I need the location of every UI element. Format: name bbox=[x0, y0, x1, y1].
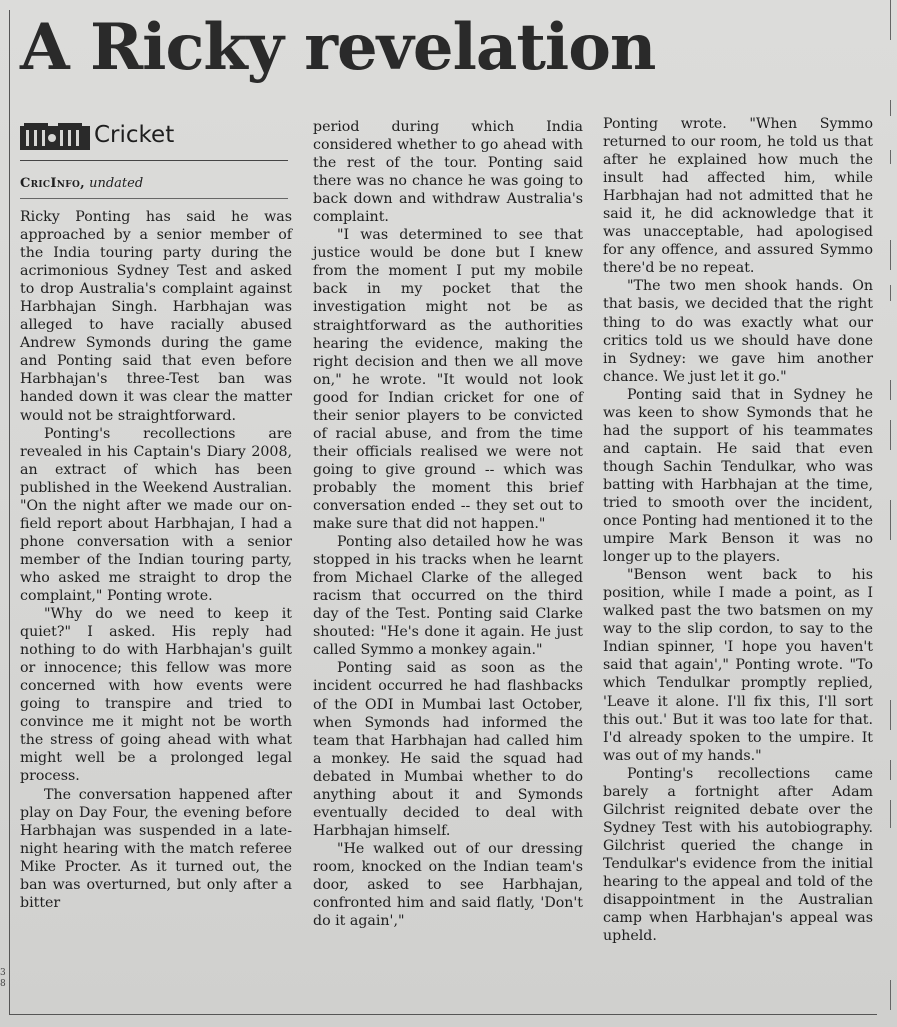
paragraph: Ponting's recollections came barely a fortnight after Adam Gilchrist reignited debate over the Sydney Test with his autobiography. Gilchrist queried the change in Tendulkar's evidence from the initial hearing to the appeal and told of the disappointment in the Australian camp when Harbhajan's appeal was upheld. bbox=[603, 765, 873, 945]
paragraph: Ponting wrote. "When Symmo returned to our room, he told us that after he explained how much the insult had affected him, while Harbhajan had not admitted that he said it, he did acknowledge that it was unacceptable, had apologised for any offence, and assured Symmo there'd be no repeat. bbox=[603, 116, 873, 277]
paragraph: Ricky Ponting has said he was approached by a senior member of the India touring party during the acrimonious Sydney Test and asked to drop Australia's complaint against Harbhajan Singh. Harbhajan was alleged to have racially abused Andrew Symonds during the game and Ponting said that even before Harbhajan's three-Test ban was handed down it was clear the matter would not be straightforward. bbox=[20, 209, 292, 424]
cricket-logo-icon bbox=[20, 122, 92, 150]
byline-date: undated bbox=[89, 176, 144, 191]
paragraph: Ponting said as soon as the incident occurred he had flashbacks of the ODI in Mumbai last October, when Symonds had informed the team that Harbhajan had called him a monkey. He said the squad had debated in Mumbai whether to do anything about it and Symonds eventually decided to deal with Harbhajan himself. bbox=[313, 660, 583, 839]
article-column-1 bbox=[20, 208, 292, 912]
article-column-2 bbox=[313, 118, 583, 930]
byline bbox=[20, 176, 288, 199]
margin-page-number: 3 8 bbox=[0, 968, 6, 989]
paragraph: The conversation happened after play on Day Four, the evening before Harbhajan was suspended in a late-night hearing with the match referee Mike Procter. As it turned out, the ban was overturned, but only after a bitter bbox=[20, 786, 292, 911]
byline-source: CricInfo, bbox=[20, 176, 85, 191]
headline: A Ricky revelation bbox=[20, 10, 656, 85]
paragraph: Ponting also detailed how he was stopped in his tracks when he learnt from Michael Clarke of the alleged racism that occurred on the third day of the Test. Ponting said Clarke shouted: "He's done it again. He just called Symmo a monkey again." bbox=[313, 534, 583, 659]
section-header bbox=[20, 116, 288, 161]
paragraph: "He walked out of our dressing room, knocked on the Indian team's door, asked to see Harbhajan, confronted him and said flatly, 'Don't do it again'," bbox=[313, 840, 583, 930]
right-edge-marks bbox=[879, 0, 895, 1027]
article-column-3 bbox=[603, 115, 873, 945]
paragraph: Ponting's recollections are revealed in his Captain's Diary 2008, an extract of which has been published in the Weekend Australian. "On the night after we made our on-field report about Harbhajan, I had a phone conversation with a senior member of the Indian touring party, who asked me straight to drop the complaint," Ponting wrote. bbox=[20, 425, 292, 604]
paragraph: "The two men shook hands. On that basis, we decided that the right thing to do was exactly what our critics told us we should have done in Sydney: we gave him another chance. We just let it go." bbox=[603, 278, 873, 385]
paragraph: "I was determined to see that justice would be done but I knew from the moment I put my mobile back in my pocket that the investigation might not be as straightforward as the authorities hearing the evidence, making the right decision and then we all move on," he wrote. "It would not look good for Indian cricket for one of their senior players to be convicted of racial abuse, and from the time their officials realised we were not going to give ground -- which was probably the moment this brief conversation ended -- they set out to make sure that did not happen." bbox=[313, 227, 583, 533]
paragraph: "Benson went back to his position, while I made a point, as I walked past the two batsmen on my way to the slip cordon, to say to the Indian spinner, 'I hope you haven't said that again'," Ponting wrote. "To which Tendulkar promptly replied, 'Leave it alone. I'll fix this, I'll sort this out.' But it was too late for that. I'd already spoken to the umpire. It was out of my hands." bbox=[603, 567, 873, 764]
section-label: Cricket bbox=[94, 122, 175, 148]
paragraph: "Why do we need to keep it quiet?" I asked. His reply had nothing to do with Harbhajan's guilt or innocence; this fellow was more concerned with how events were going to transpire and tried to convince me it might not be worth the stress of going ahead with what might well be a prolonged legal process. bbox=[20, 606, 292, 785]
left-column-rule bbox=[9, 10, 10, 1015]
paragraph: Ponting said that in Sydney he was keen to show Symonds that he had the support of his teammates and captain. He said that even though Sachin Tendulkar, who was batting with Harbhajan at the time, tried to smooth over the incident, once Ponting had mentioned it to the umpire Mark Benson it was no longer up to the players. bbox=[603, 386, 873, 566]
paragraph: period during which India considered whether to go ahead with the rest of the tour. Ponting said there was no chance he was going to back down and withdraw Australia's complaint. bbox=[313, 119, 583, 226]
bottom-rule bbox=[9, 1014, 877, 1015]
